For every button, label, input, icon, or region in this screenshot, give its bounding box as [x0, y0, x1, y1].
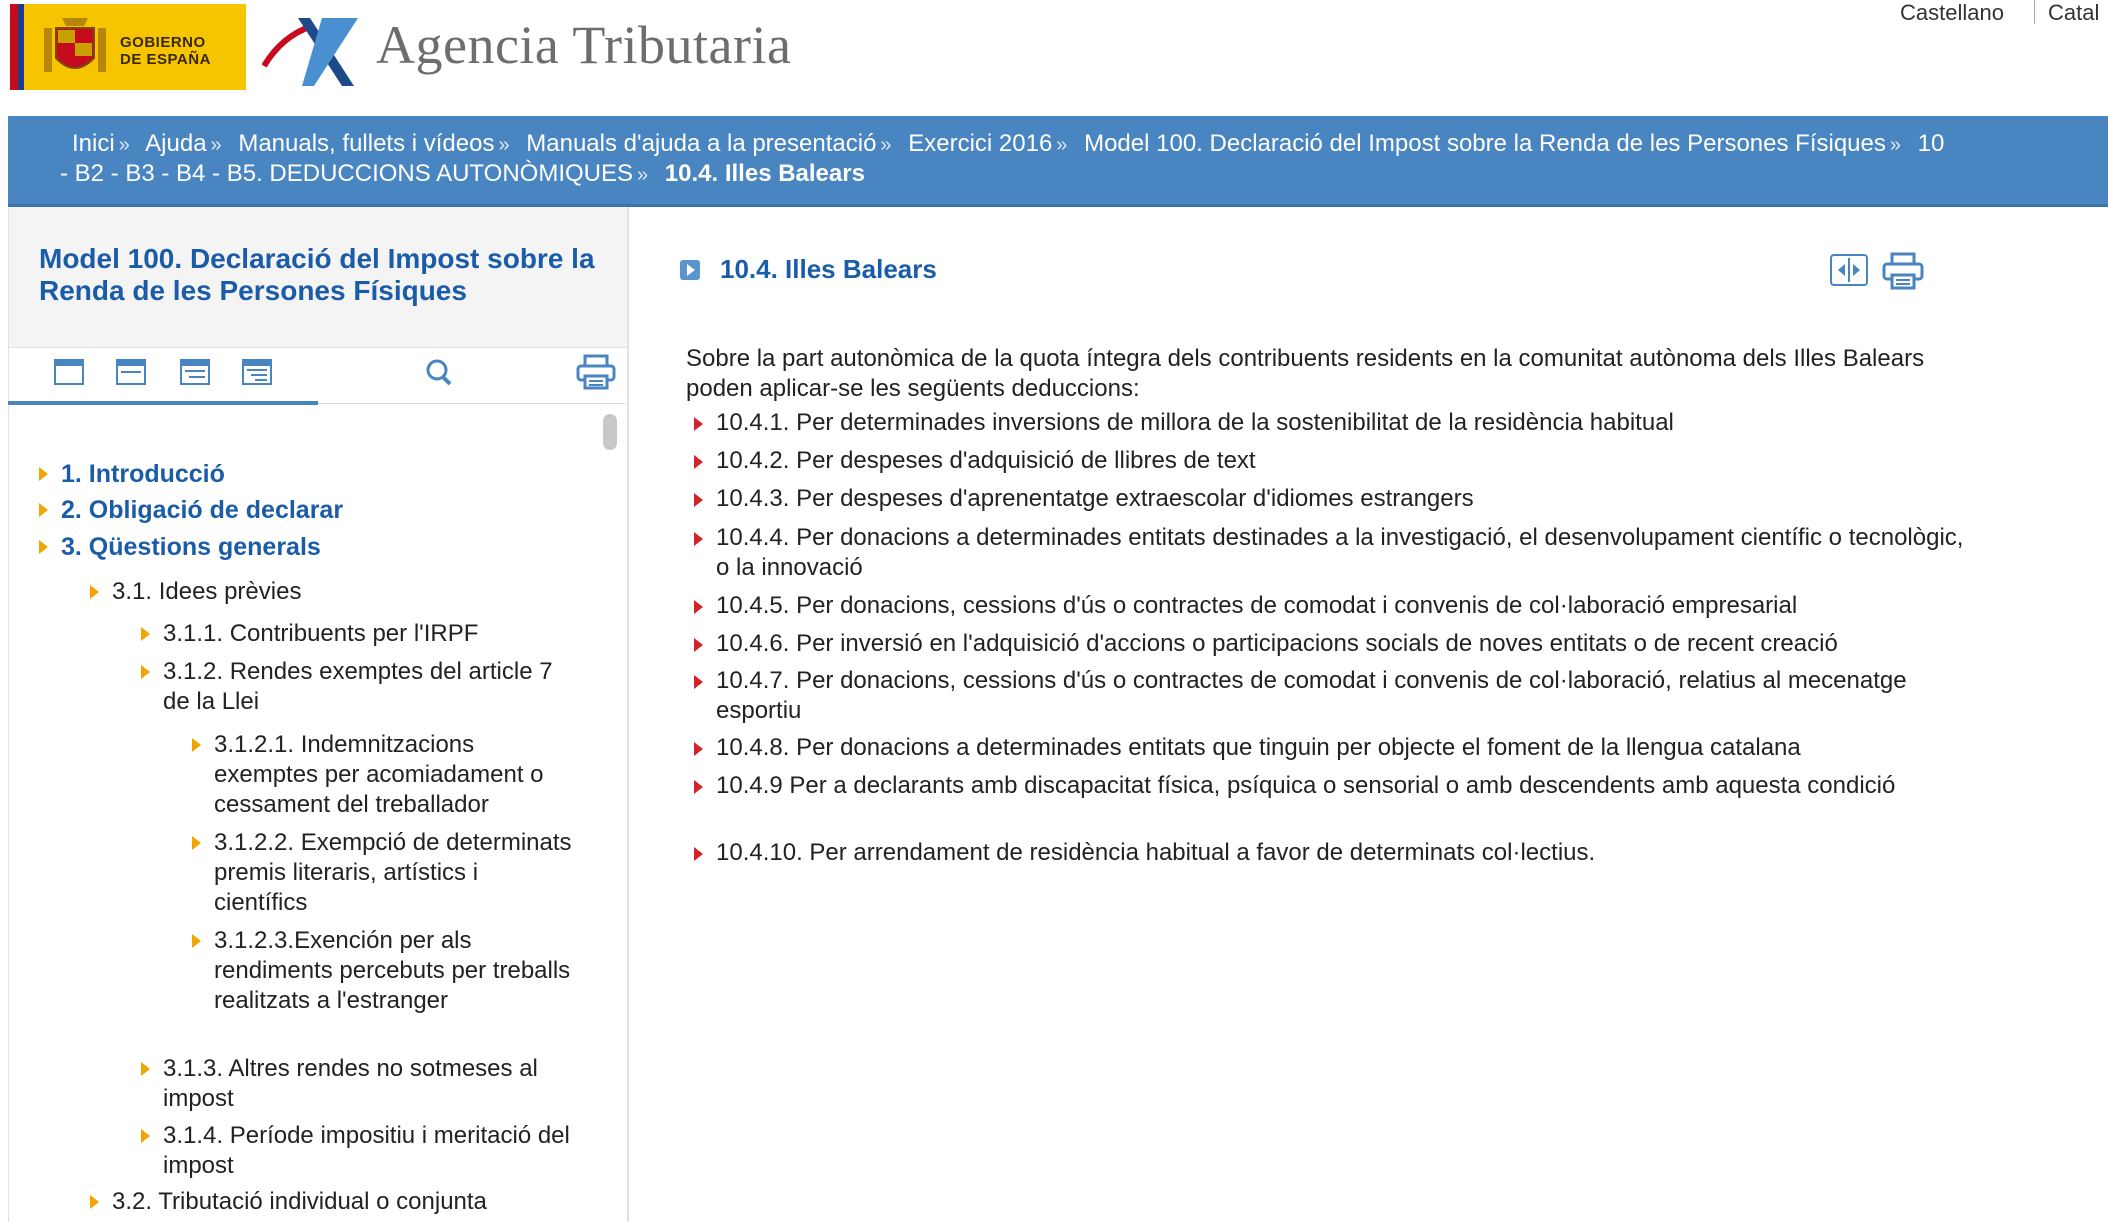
deduction-link[interactable]: 10.4.8. Per donacions a determinades entitats que tinguin per objecte el foment de la llengua catalana [716, 733, 1966, 763]
tree-arrow-icon [192, 934, 201, 948]
flag-stripe-blue [18, 4, 24, 90]
deduction-link[interactable]: 10.4.6. Per inversió en l'adquisició d'accions o participacions socials de noves entitats o de recent creació [716, 629, 1966, 659]
list-arrow-icon [694, 417, 703, 431]
deduction-link[interactable]: 10.4.4. Per donacions a determinades entitats destinades a la investigació, el desenvolupament científic o tecnològic, o la innovació [716, 523, 1966, 583]
breadcrumb-separator-icon: » [637, 164, 649, 186]
tree-arrow-icon [141, 627, 150, 641]
tree-item-tributacio[interactable]: 3.2. Tributació individual o conjunta [112, 1187, 572, 1217]
list-arrow-icon [694, 493, 703, 507]
list-arrow-icon [694, 455, 703, 469]
breadcrumb-section-10[interactable]: 10 [1917, 130, 1945, 157]
toolbar-active-underline [8, 401, 318, 405]
deduction-link[interactable]: 10.4.10. Per arrendament de residència habitual a favor de determinats col·lectius. [716, 838, 1966, 868]
tree-item-idees-previes[interactable]: 3.1. Idees prèvies [112, 577, 572, 607]
expand-view-icon[interactable] [1830, 254, 1868, 286]
sidebar-scrollbar[interactable] [603, 414, 617, 450]
tree-item-altres-rendes[interactable]: 3.1.3. Altres rendes no sotmeses al impost [163, 1054, 573, 1114]
tree-arrow-icon [192, 738, 201, 752]
deduction-link[interactable]: 10.4.2. Per despeses d'adquisició de llibres de text [716, 446, 1966, 476]
breadcrumb-manuals[interactable]: Manuals, fullets i vídeos [238, 130, 495, 157]
tree-item-rendes-exemptes[interactable]: 3.1.2. Rendes exemptes del article 7 de la Llei [163, 657, 573, 717]
list-arrow-icon [694, 600, 703, 614]
tree-arrow-icon [192, 836, 201, 850]
print-page-icon[interactable] [1882, 252, 1924, 290]
breadcrumb-separator-icon: » [880, 134, 892, 156]
expand-level-2-icon[interactable] [180, 358, 210, 386]
breadcrumb [8, 116, 2108, 207]
deduction-link[interactable]: 10.4.3. Per despeses d'aprenentatge extraescolar d'idiomes estrangers [716, 484, 1966, 514]
breadcrumb-ajuda[interactable]: Ajuda [145, 130, 207, 157]
coat-of-arms-icon [38, 14, 112, 80]
intro-text: Sobre la part autonòmica de la quota íntegra dels contribuents residents en la comunitat autònoma dels Illes Balears poden aplicar-se les següents deduccions: [686, 345, 1925, 402]
breadcrumb-separator-icon: » [498, 134, 510, 156]
tree-item-treballs-estranger[interactable]: 3.1.2.3.Exención per als rendiments percebuts per treballs realitzats a l'estranger [214, 926, 574, 1016]
tree-item-premis[interactable]: 3.1.2.2. Exempció de determinats premis literaris, artístics i científics [214, 828, 574, 918]
page-title: 10.4. Illes Balears [720, 254, 937, 284]
tree-arrow-icon [90, 585, 99, 599]
expand-level-1-icon[interactable] [116, 358, 146, 386]
collapse-all-icon[interactable] [54, 358, 84, 386]
tree-item-periode-impositiu[interactable]: 3.1.4. Període impositiu i meritació del impost [163, 1121, 573, 1181]
gov-logo-text: GOBIERNO DE ESPAÑA [120, 34, 211, 68]
deduction-link[interactable]: 10.4.5. Per donacions, cessions d'ús o contractes de comodat i convenis de col·laboració empresarial [716, 591, 1966, 621]
breadcrumb-separator-icon: » [1889, 134, 1901, 156]
list-arrow-icon [694, 638, 703, 652]
tree-arrow-icon [39, 467, 48, 481]
agency-name[interactable]: Agencia Tributaria [376, 15, 792, 75]
breadcrumb-separator-icon: » [118, 134, 130, 156]
print-icon[interactable] [576, 354, 616, 390]
lang-separator [2034, 0, 2035, 24]
sidebar-header [9, 207, 627, 348]
breadcrumb-exercici[interactable]: Exercici 2016 [908, 130, 1053, 157]
tree-item-questions-generals[interactable]: 3. Qüestions generals [61, 532, 321, 562]
list-arrow-icon [694, 847, 703, 861]
breadcrumb-current: 10.4. Illes Balears [664, 160, 865, 187]
breadcrumb-model-100[interactable]: Model 100. Declaració del Impost sobre la Renda de les Persones Físiques [1084, 130, 1886, 157]
list-arrow-icon [694, 742, 703, 756]
lang-castellano-link[interactable]: Castellano [1900, 0, 2004, 25]
tree-arrow-icon [141, 1129, 150, 1143]
breadcrumb-manuals-presentacio[interactable]: Manuals d'ajuda a la presentació [526, 130, 877, 157]
agencia-tributaria-logo-icon [262, 6, 362, 92]
tree-arrow-icon [39, 503, 48, 517]
toolbar-divider [318, 403, 626, 404]
tree-item-obligacio[interactable]: 2. Obligació de declarar [61, 495, 343, 525]
list-arrow-icon [694, 532, 703, 546]
tree-item-introduccio[interactable]: 1. Introducció [61, 459, 225, 489]
breadcrumb-separator-icon: » [1056, 134, 1068, 156]
breadcrumb-line-1 [72, 130, 1944, 158]
tree-item-indemnitzacions[interactable]: 3.1.2.1. Indemnitzacions exemptes per acomiadament o cessament del treballador [214, 730, 574, 820]
deduction-link[interactable]: 10.4.1. Per determinades inversions de millora de la sostenibilitat de la residència habitual [716, 408, 1966, 438]
tree-arrow-icon [141, 665, 150, 679]
breadcrumb-separator-icon: » [210, 134, 222, 156]
flag-stripe-red [10, 4, 18, 90]
search-icon[interactable] [424, 358, 454, 386]
tree-arrow-icon [141, 1062, 150, 1076]
deduction-link[interactable]: 10.4.7. Per donacions, cessions d'ús o contractes de comodat i convenis de col·laboració, relatius al mecenatge esportiu [716, 666, 1966, 726]
tree-item-contribuents[interactable]: 3.1.1. Contribuents per l'IRPF [163, 619, 573, 649]
breadcrumb-deduccions-autonomiques[interactable]: - B2 - B3 - B4 - B5. DEDUCCIONS AUTONÒMIQUES [60, 160, 633, 187]
gobierno-logo[interactable] [10, 4, 246, 90]
deduction-link[interactable]: 10.4.9 Per a declarants amb discapacitat física, psíquica o sensorial o amb descendents amb aquesta condició [716, 771, 1966, 801]
breadcrumb-line-2 [60, 160, 865, 188]
list-arrow-icon [694, 675, 703, 689]
breadcrumb-inici[interactable]: Inici [72, 130, 115, 157]
expand-all-icon[interactable] [242, 358, 272, 386]
list-arrow-icon [694, 780, 703, 794]
sidebar-title[interactable]: Model 100. Declaració del Impost sobre la Renda de les Persones Físiques [39, 243, 595, 306]
tree-arrow-icon [90, 1195, 99, 1209]
tree-arrow-icon [39, 540, 48, 554]
lang-catala-link[interactable]: Catal [2048, 0, 2100, 25]
